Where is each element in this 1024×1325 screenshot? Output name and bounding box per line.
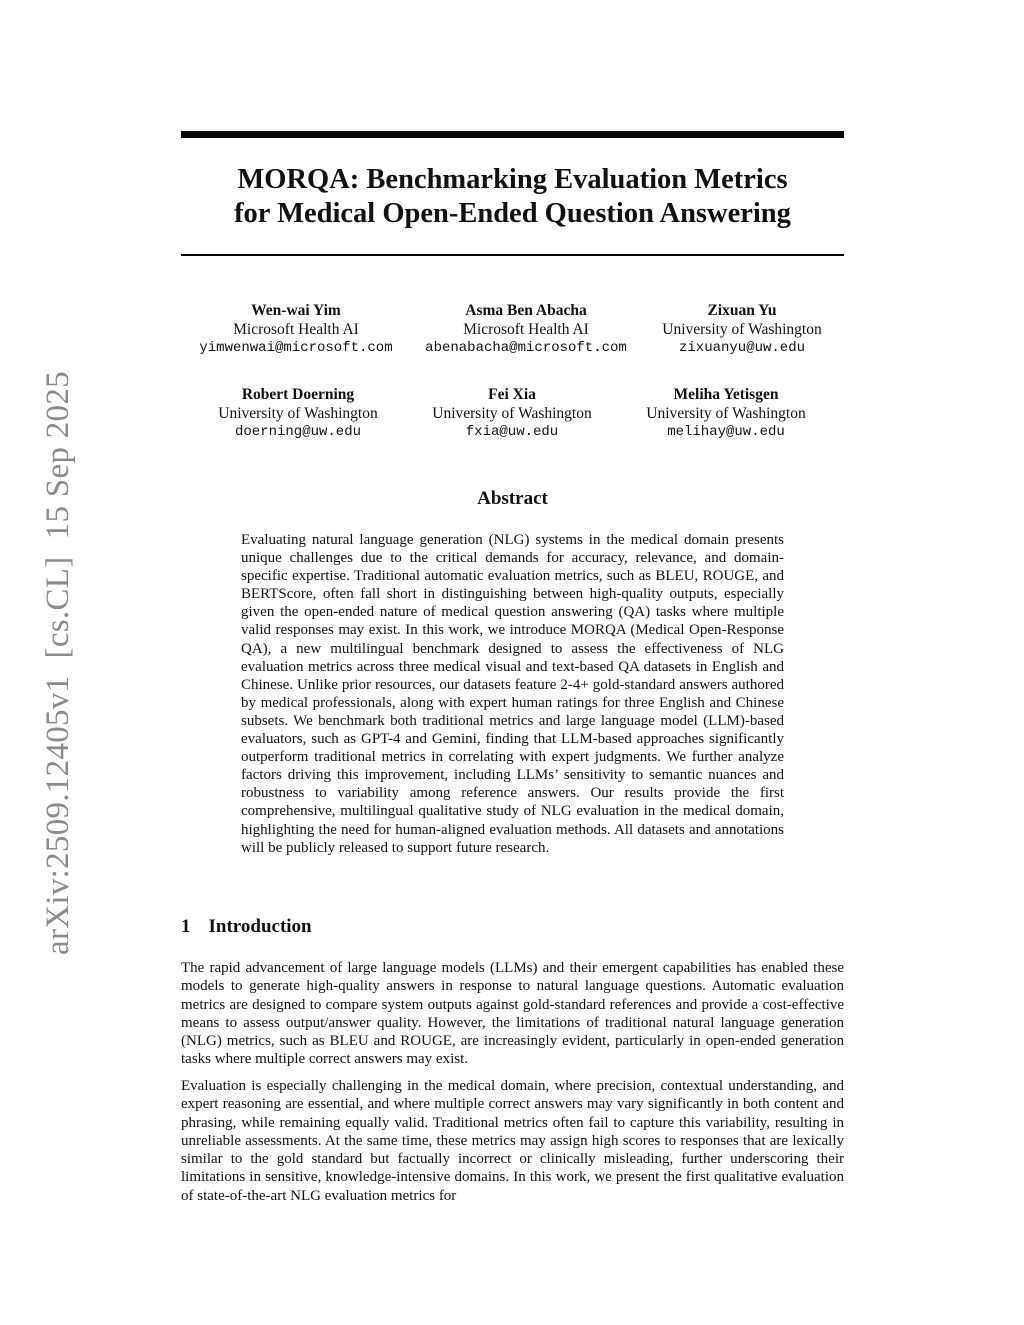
author-email: zixuanyu@uw.edu	[678, 340, 806, 356]
abstract-heading: Abstract	[477, 488, 548, 509]
author-name: Asma Ben Abacha	[465, 302, 587, 319]
author-affiliation: University of Washington	[646, 405, 806, 422]
author-name: Meliha Yetisgen	[673, 386, 779, 403]
section-heading-introduction	[181, 916, 312, 938]
body-paragraph: Evaluation is especially challenging in the medical domain, where precision, contextual understanding, and expert reasoning are essential, and where multiple correct answers may vary significantly in both content and phrasing, while remaining equally valid. Traditional metrics often fail to capture this variability, resulting in unreliable assessments. At the same time, these metrics may assign high scores to responses that are lexically similar to the gold standard but factually incorrect or clinically misleading, further underscoring their limitations in sensitive, knowledge-intensive domains. In this work, we present the first qualitative evaluation of state-of-the-art NLG evaluation metrics for	[181, 1078, 844, 1204]
author-name: Wen-wai Yim	[251, 302, 341, 319]
author-name: Zixuan Yu	[707, 302, 777, 319]
section-title: Introduction	[208, 916, 312, 937]
body-paragraph: The rapid advancement of large language models (LLMs) and their emergent capabilities has enabled these models to generate high-quality answers in response to natural language questions. Automatic evaluation metrics are designed to compare system outputs against gold-standard references and provide a cost-effective means to assess output/answer quality. However, the limitations of traditional natural language generation (NLG) metrics, such as BLEU and ROUGE, are increasingly evident, particularly in open-ended generation tasks where multiple correct answers may exist.	[181, 960, 844, 1068]
author-email: melihay@uw.edu	[667, 424, 785, 440]
author-email: doerning@uw.edu	[234, 424, 362, 440]
author-block	[422, 385, 602, 442]
paper-title	[181, 163, 844, 231]
author-block	[416, 301, 636, 358]
author-affiliation: University of Washington	[662, 321, 822, 338]
author-block	[652, 301, 832, 358]
author-affiliation: University of Washington	[218, 405, 378, 422]
author-affiliation: Microsoft Health AI	[463, 321, 589, 338]
author-email: abenabacha@microsoft.com	[425, 340, 627, 356]
author-email: fxia@uw.edu	[465, 424, 559, 440]
author-email: yimwenwai@microsoft.com	[199, 340, 393, 356]
section-number: 1	[181, 916, 191, 937]
author-block	[196, 301, 396, 358]
title-bottom-rule	[181, 254, 844, 256]
author-block	[636, 385, 816, 442]
paper-title-line-2: for Medical Open-Ended Question Answering	[234, 198, 791, 229]
title-top-rule	[181, 131, 844, 138]
author-block	[208, 385, 388, 442]
paper-title-line-1: MORQA: Benchmarking Evaluation Metrics	[237, 164, 788, 195]
author-name: Robert Doerning	[241, 386, 355, 403]
abstract-text: Evaluating natural language generation (NLG) systems in the medical domain presents unique challenges due to the critical demands for accuracy, relevance, and domain-specific expertise. Traditional automatic evaluation metrics, such as BLEU, ROUGE, and BERTScore, often fall short in distinguishing between high-quality outputs, especially given the open-ended nature of medical question answering (QA) tasks where multiple valid responses may exist. In this work, we introduce MORQA (Medical Open-Response QA), a new multilingual benchmark designed to assess the effectiveness of NLG evaluation metrics across three medical visual and text-based QA datasets in English and Chinese. Unlike prior resources, our datasets feature 2-4+ gold-standard answers authored by medical professionals, along with expert human ratings for three English and Chinese subsets. We benchmark both traditional metrics and large language model (LLM)-based evaluators, such as GPT-4 and Gemini, finding that LLM-based approaches significantly outperform traditional metrics in correlating with expert judgments. We further analyze factors driving this improvement, including LLMs’ sensitivity to semantic nuances and robustness to variability among reference answers. Our results provide the first comprehensive, multilingual qualitative study of NLG evaluation in the medical domain, highlighting the need for human-aligned evaluation methods. All datasets and annotations will be publicly released to support future research.	[241, 532, 784, 856]
arxiv-identifier-stamp: arXiv:2509.12405v1 [cs.CL] 15 Sep 2025	[40, 371, 76, 955]
author-affiliation: Microsoft Health AI	[233, 321, 359, 338]
author-name: Fei Xia	[488, 386, 536, 403]
author-affiliation: University of Washington	[432, 405, 592, 422]
